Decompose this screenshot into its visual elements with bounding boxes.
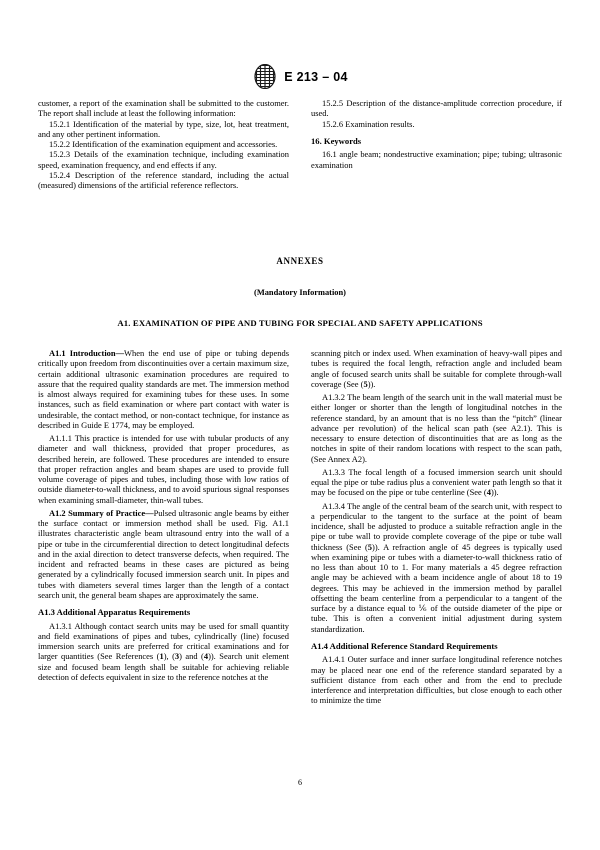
- text-a1-3-4-part1: A1.3.4 The angle of the central beam of the search unit, with respect to a perpendicular to the tangent to the surface at the point of beam incidence, shall be adjusted to produce a suitable refraction angle in the pipe or tube wall to provide complete coverage of the pipe or tube wall thickness (See (: [311, 500, 562, 552]
- annex-two-column-body: [38, 348, 562, 706]
- paragraph-a1-3-1: [38, 621, 289, 683]
- annex-right-column: [311, 348, 562, 706]
- reference-5a: 5: [363, 378, 368, 389]
- paragraph-15-2-3: 15.2.3 Details of the examination technique, including examination speed, examination frequency, and end effects if any.: [38, 149, 289, 170]
- reference-4b: 4: [486, 487, 491, 498]
- annexes-title: ANNEXES: [276, 256, 324, 266]
- text-a1-3-1-cont-end: )).: [367, 378, 376, 389]
- paragraph-customer-report: customer, a report of the examination shall be submitted to the customer. The report shall include at least the following information:: [38, 98, 289, 119]
- reference-4: 4: [203, 651, 209, 662]
- text-a1-2: Pulsed ultrasonic angle beams by either the surface contact or immersion method shall be used. Fig. A1.1 illustrates characteristic angle beam ultrasound entry into the wall of a pipe or tube in the circumferential direction to detect longitudinal defects and in the axial direction to detect transverse defects, when required. The incident and refracted beams in these cases are pictured as being generated by a cylindrically focused immersion search unit. In pipes and tubes with diameters several times larger than the length of a contact search unit, the general beam shapes are approximately the same.: [38, 507, 289, 600]
- annex-title-block: [38, 256, 562, 328]
- annex-a1-heading: A1. EXAMINATION OF PIPE AND TUBING FOR SPECIAL AND SAFETY APPLICATIONS: [117, 318, 483, 328]
- paragraph-a1-3-1-continued: [311, 348, 562, 389]
- top-right-column: [311, 98, 562, 190]
- mandatory-information-label: (Mandatory Information): [254, 288, 346, 297]
- paragraph-15-2-4: 15.2.4 Description of the reference standard, including the actual (measured) dimensions of the artificial reference reflectors.: [38, 169, 289, 190]
- paragraph-a1-2-summary: [38, 508, 289, 600]
- label-a1-2: A1.2 Summary of Practice—: [49, 507, 154, 518]
- heading-a1-4: A1.4 Additional Reference Standard Requirements: [311, 640, 498, 651]
- top-two-column-body: [38, 98, 562, 190]
- text-a1-3-1-cont: scanning pitch or index used. When examination of heavy-wall pipes and tubes is required the focal length, refraction angle and included beam angle of focused search units shall be suitable for complete through-wall coverage (See (: [311, 348, 562, 389]
- page-number: 6: [298, 778, 302, 787]
- paragraph-a1-3-2: A1.3.2 The beam length of the search unit in the wall material must be either longer or shorter than the length of longitudinal notches in the reference standard, by an amount that is no less than the “pitch” (linear advance per revolution) of the helical scan path (see A2.1). This is necessary to ensure detection of discontinuities that are as long as the notches in spite of their random locations with respect to the scan path, (See Annex A2).: [311, 392, 562, 464]
- text-a1-3-4-part2: )). A refraction angle of 45 degrees is typically used when examining pipe or tubes with a diameter-to-wall thickness ratio of no less than about 10 to 1. For many materials a 45 degree refraction angle may be achieved with a beam incidence angle of about 18 to 19 degrees. This may be achieved in the immersion method by parallel offsetting the beam centerline from a perpendicular to a tangent of the surface by a distance equal to ⅙ of the outside diameter of the pipe or tube. This is often a convenient initial adjustment during system standardization.: [311, 541, 562, 634]
- reference-5b: 5: [367, 541, 373, 552]
- paragraph-15-2-1: 15.2.1 Identification of the material by type, size, lot, heat treatment, and any other pertinent information.: [38, 118, 289, 139]
- paragraph-15-2-5: 15.2.5 Description of the distance-amplitude correction procedure, if used.: [311, 98, 562, 119]
- paragraph-a1-1-introduction: [38, 348, 289, 430]
- paragraph-a1-3-3: [311, 467, 562, 498]
- astm-logo-icon: [252, 64, 278, 89]
- paragraph-a1-1-1: A1.1.1 This practice is intended for use with tubular products of any diameter and wall thickness, provided that proper procedures, as described herein, are followed. These procedures are intended to ensure that proper refraction angles and beam shapes are used to provide full volume coverage of pipes and tubes, including those with low ratios of outside diameter-to-wall thickness, and to avoid spurious signal responses when examining small-diameter, thin-wall tubes.: [38, 433, 289, 505]
- top-left-column: [38, 98, 289, 190]
- paragraph-15-2-2: 15.2.2 Identification of the examination equipment and accessories.: [49, 139, 278, 149]
- text-a1-3-3-start: A1.3.3 The focal length of a focused immersion search unit should equal the pipe or tube radius plus a convenient water path length so that it may be focused on the pipe or tube centerline (See (: [311, 466, 562, 498]
- text-a1-1: When the end use of pipe or tubing depends critically upon freedom from discontinuities over a certain maximum size, certain additional ultrasonic examination procedures are required to assure that the required quality standards are met. The immersion method is almost always required for examining tubes for these uses. In some instances, such as field examination or where part contact with water is undesirable, the contact method, or non-contact technique, for instance as described in Guide E 1774, may be employed.: [38, 348, 289, 430]
- annex-left-column: [38, 348, 289, 706]
- label-a1-1: A1.1 Introduction—: [49, 348, 125, 358]
- text-a1-3-3-end: )).: [490, 487, 499, 498]
- paragraph-16-1-keywords: 16.1 angle beam; nondestructive examination; pipe; tubing; ultrasonic examination: [311, 149, 562, 170]
- text-a1-3-1-part2: )). Search unit element size and focused beam length shall be suitable for achieving reliable detection of defects equivalent in size to the reference notches at the: [38, 651, 289, 682]
- reference-3: 3: [174, 651, 180, 662]
- paragraph-a1-4-1: A1.4.1 Outer surface and inner surface longitudinal reference notches may be placed near one end of the reference standard separated by a sufficient distance from each other and from the end to preclude interference and interpretation difficulties, but close enough to each other to minimize the time: [311, 654, 562, 706]
- paragraph-a1-3-4: [311, 501, 562, 634]
- sep-1: ), (: [163, 651, 175, 662]
- paragraph-15-2-6: 15.2.6 Examination results.: [322, 118, 415, 129]
- heading-a1-3: A1.3 Additional Apparatus Requirements: [38, 607, 191, 617]
- standard-designation: E 213 – 04: [284, 69, 348, 84]
- page-header: [0, 64, 600, 89]
- reference-1: 1: [159, 651, 164, 662]
- heading-16-keywords: 16. Keywords: [311, 135, 362, 146]
- sep-2: ) and (: [179, 651, 204, 662]
- text-a1-3-1-part1: A1.3.1 Although contact search units may be used for small quantity and field examinations of pipes and tubes, cylindrically (line) focused immersion search units are preferred for critical examinations and for larger quantities (See References (: [38, 620, 289, 662]
